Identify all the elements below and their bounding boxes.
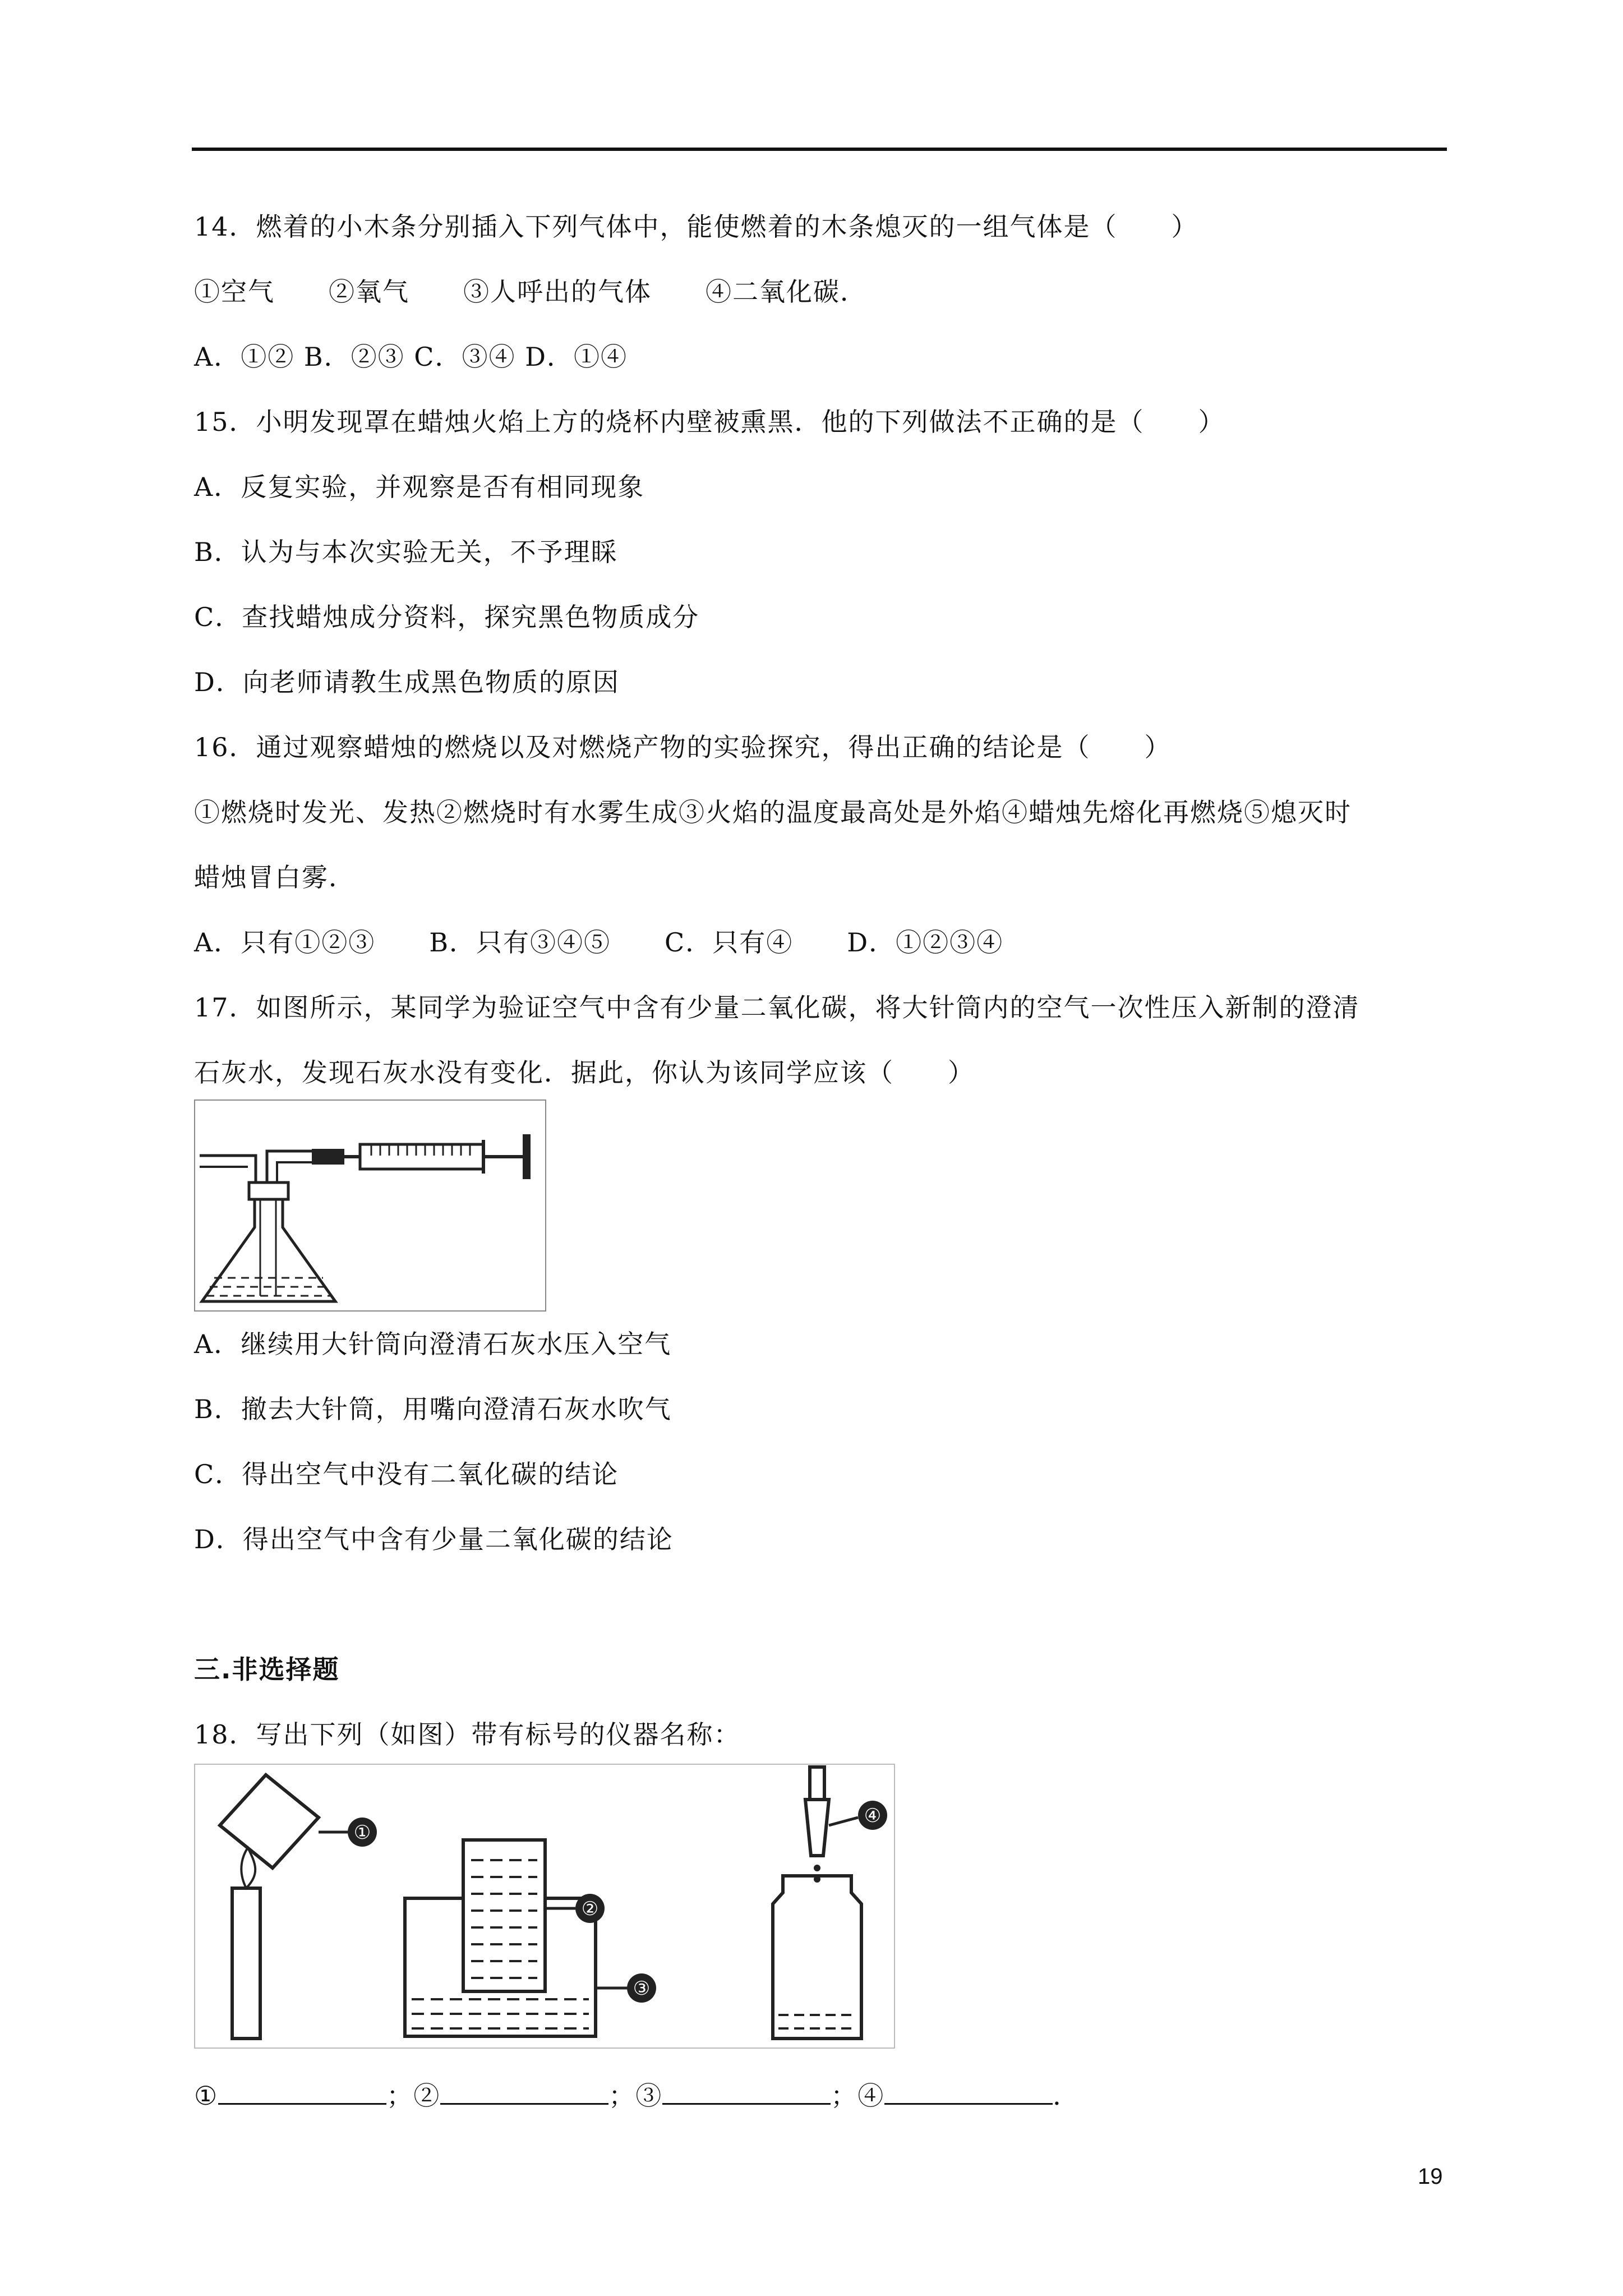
fig-mark-3-label: ③ [633, 1977, 651, 2000]
q15-option-d: D．向老师请教生成黑色物质的原因 [194, 667, 620, 697]
page-number: 19 [1418, 2164, 1443, 2189]
q16-items-line2: 蜡烛冒白雾． [194, 862, 356, 892]
q16-items-line1: ①燃烧时发光、发热②燃烧时有水雾生成③火焰的温度最高处是外焰④蜡烛先熔化再燃烧⑤熄灭时 [194, 797, 1352, 827]
header-rule [192, 148, 1447, 151]
fig-mark-2-label: ② [581, 1898, 599, 1920]
q15-option-c: C．查找蜡烛成分资料，探究黑色物质成分 [194, 602, 700, 632]
q15-option-b: B．认为与本次实验无关，不予理睬 [194, 537, 618, 567]
q17-option-c: C．得出空气中没有二氧化碳的结论 [194, 1459, 619, 1489]
section3-heading: 三.非选择题 [194, 1654, 340, 1685]
q18-answer-line [194, 2076, 1080, 2113]
q17-stem-line1: 17．如图所示，某同学为验证空气中含有少量二氧化碳，将大针筒内的空气一次性压入新制的澄清 [194, 992, 1360, 1023]
q18-end: ． [1053, 2081, 1080, 2111]
q18-label-2: ；② [386, 2081, 441, 2111]
syringe-flask-figure [194, 1099, 546, 1312]
q17-stem-line2: 石灰水，发现石灰水没有变化．据此，你认为该同学应该（ ） [194, 1057, 975, 1088]
q18-blank-2[interactable] [440, 2078, 608, 2105]
q14-stem: 14．燃着的小木条分别插入下列气体中，能使燃着的木条熄灭的一组气体是（ ） [194, 211, 1198, 242]
q18-label-4: ；④ [831, 2081, 885, 2111]
q18-blank-4[interactable] [884, 2078, 1053, 2105]
fig-mark-1-label: ① [353, 1821, 371, 1844]
q18-label-1: ① [194, 2081, 219, 2111]
apparatus-figure [194, 1764, 895, 2049]
q18-blank-3[interactable] [662, 2078, 831, 2105]
q16-options: A．只有①②③ B．只有③④⑤ C．只有④ D．①②③④ [194, 927, 1004, 958]
q15-stem: 15．小明发现罩在蜡烛火焰上方的烧杯内壁被熏黑．他的下列做法不正确的是（ ） [194, 407, 1225, 437]
q15-option-a: A．反复实验，并观察是否有相同现象 [194, 472, 645, 502]
q18-blank-1[interactable] [218, 2078, 386, 2105]
fig-mark-4-label: ④ [864, 1805, 882, 1827]
q18-label-3: ；③ [608, 2081, 663, 2111]
q17-option-a: A．继续用大针筒向澄清石灰水压入空气 [194, 1329, 672, 1359]
q14-options: A．①② B．②③ C．③④ D．①④ [194, 342, 628, 372]
q16-stem: 16．通过观察蜡烛的燃烧以及对燃烧产物的实验探究，得出正确的结论是（ ） [194, 732, 1172, 762]
q18-stem: 18．写出下列（如图）带有标号的仪器名称： [194, 1719, 741, 1750]
q17-option-b: B．撤去大针筒，用嘴向澄清石灰水吹气 [194, 1394, 672, 1424]
q14-items: ①空气 ②氧气 ③人呼出的气体 ④二氧化碳． [194, 277, 867, 307]
q17-option-d: D．得出空气中含有少量二氧化碳的结论 [194, 1524, 674, 1554]
